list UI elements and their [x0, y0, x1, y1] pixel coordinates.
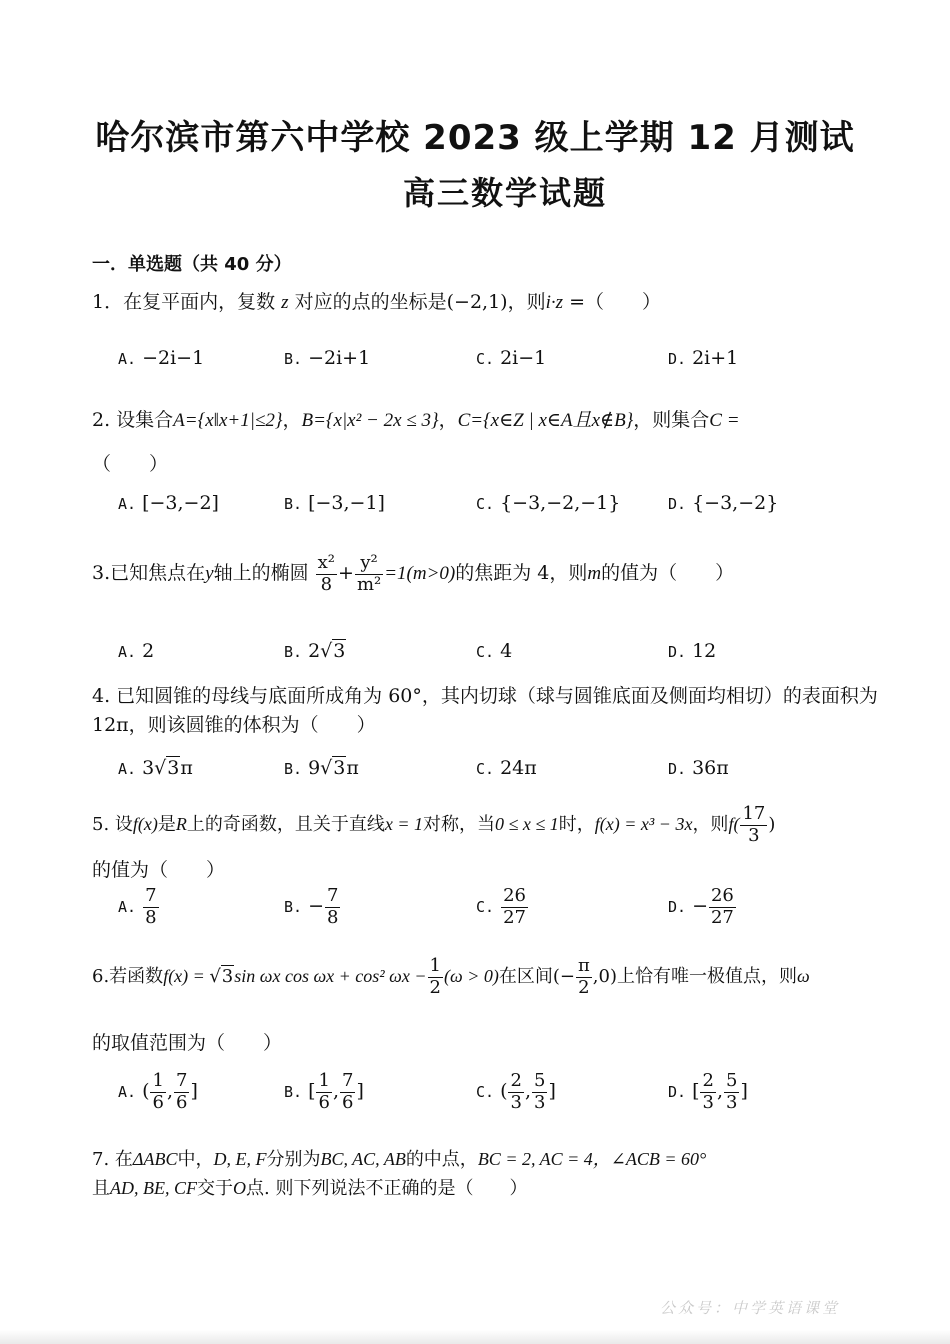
question-3-options — [118, 640, 918, 680]
question-1-options — [118, 347, 918, 387]
fraction: $\frac{7}{8}$ — [326, 885, 339, 928]
option-a: A. [−3,−2] — [118, 492, 219, 514]
option-b: B. 2√3 — [284, 640, 346, 662]
fraction: $\frac{1}{2}$ — [429, 955, 441, 998]
option-a: A. $\frac{7}{8}$ — [118, 885, 157, 928]
fraction: $\frac{\text{x²}}{8}$ — [317, 552, 336, 595]
question-2: 2. 设集合A={x‖x+1|≤2}，B={x|x² − 2x ≤ 3}，C={x∈Z | x∈A且x∉B}，则集合C = — [92, 409, 740, 431]
section-heading: 一．单选题（共 40 分） — [92, 254, 292, 275]
option-c: C. 4 — [476, 640, 513, 662]
fraction: $\frac{26}{27}$ — [503, 885, 526, 928]
question-4-options — [118, 757, 918, 797]
question-5-options — [118, 886, 918, 942]
option-a: A. 2 — [118, 640, 155, 662]
option-c: C. 2i−1 — [476, 347, 547, 369]
fraction: $\frac{\pi}{2}$ — [577, 955, 590, 998]
option-b: B. [ $\frac{1}{6}$ , $\frac{7}{6}$ ] — [284, 1070, 364, 1113]
fraction: $\frac{5}{3}$ — [533, 1070, 546, 1113]
fraction: $\frac{7}{6}$ — [341, 1070, 354, 1113]
question-6-line2: 的取值范围为（ ） — [92, 1032, 283, 1054]
fraction: $\frac{7}{8}$ — [145, 885, 157, 928]
exam-title: 哈尔滨市第六中学校 2023 级上学期 12 月测试 — [95, 118, 855, 158]
question-4-line1: 4. 已知圆锥的母线与底面所成角为 60°，其内切球（球与圆锥底面及侧面均相切）的表面积为 — [92, 685, 878, 707]
option-b: B. −2i+1 — [284, 347, 371, 369]
question-7-line2: 且AD, BE, CF交于O点. 则下列说法不正确的是（ ） — [92, 1178, 528, 1199]
option-a: A. 3√3π — [118, 757, 193, 779]
question-7: 7. 在ΔABC中，D, E, F分别为BC, AC, AB的中点，BC = 2, AC = 4，∠ACB = 60° — [92, 1149, 707, 1170]
option-d: D. − $\frac{26}{27}$ — [668, 885, 734, 928]
question-3: 3.已知焦点在y轴上的椭圆 $\frac{\text{x²}}{8}$ + $\frac{\text{y²}}{\text{m²}}$ =1(m>0)的焦距为 4，则m的值为（ ） — [92, 552, 735, 595]
option-b: B. 9√3π — [284, 757, 359, 779]
question-4-line2: 12π，则该圆锥的体积为（ ） — [92, 714, 376, 736]
option-d: D. {−3,−2} — [668, 492, 779, 514]
question-5: 5. 设f(x)是R上的奇函数，且关于直线x = 1对称，当0 ≤ x ≤ 1时，f(x) = x³ − 3x，则f( $\frac{17}{3}$ ) — [92, 803, 776, 846]
fraction: $\frac{1}{6}$ — [318, 1070, 330, 1113]
watermark: 公众号：中学英语课堂 — [660, 1299, 841, 1317]
option-d: D. 12 — [668, 640, 717, 662]
option-d: D. [ $\frac{2}{3}$ , $\frac{5}{3}$ ] — [668, 1070, 748, 1113]
option-c: C. ( $\frac{2}{3}$ , $\frac{5}{3}$ ] — [476, 1070, 556, 1113]
question-5-line2: 的值为（ ） — [92, 859, 226, 881]
page-bottom-shadow — [0, 1330, 950, 1344]
option-d: D. 2i+1 — [668, 347, 739, 369]
question-2-paren: （ ） — [92, 453, 169, 475]
option-b: B. − $\frac{7}{8}$ — [284, 885, 339, 928]
fraction: $\frac{26}{27}$ — [710, 885, 734, 928]
option-a: A. −2i−1 — [118, 347, 205, 369]
option-c: C. $\frac{26}{27}$ — [476, 885, 526, 928]
option-c: C. 24π — [476, 757, 537, 779]
question-2-options — [118, 492, 918, 532]
fraction: $\frac{\text{y²}}{\text{m²}}$ — [356, 552, 382, 595]
fraction: $\frac{7}{6}$ — [175, 1070, 188, 1113]
fraction: $\frac{17}{3}$ — [742, 803, 766, 846]
question-1: 1．在复平面内，复数 z 对应的点的坐标是(−2,1)，则i·z =（ ） — [92, 291, 661, 313]
option-d: D. 36π — [668, 757, 729, 779]
fraction: $\frac{1}{6}$ — [152, 1070, 164, 1113]
fraction: $\frac{2}{3}$ — [702, 1070, 714, 1113]
exam-subtitle: 高三数学试题 — [402, 174, 607, 212]
question-6-options — [118, 1071, 918, 1127]
option-a: A. ( $\frac{1}{6}$ , $\frac{7}{6}$ ] — [118, 1070, 198, 1113]
option-b: B. [−3,−1] — [284, 492, 385, 514]
option-c: C. {−3,−2,−1} — [476, 492, 621, 514]
question-6: 6.若函数f(x) = √3sin ωx cos ωx + cos² ωx − $\frac{1}{2}$ (ω > 0)在区间(− $\frac{\pi}{2}$ ,0)上恰有唯一极值点，则ω — [92, 955, 810, 998]
fraction: $\frac{5}{3}$ — [725, 1070, 738, 1113]
fraction: $\frac{2}{3}$ — [510, 1070, 522, 1113]
